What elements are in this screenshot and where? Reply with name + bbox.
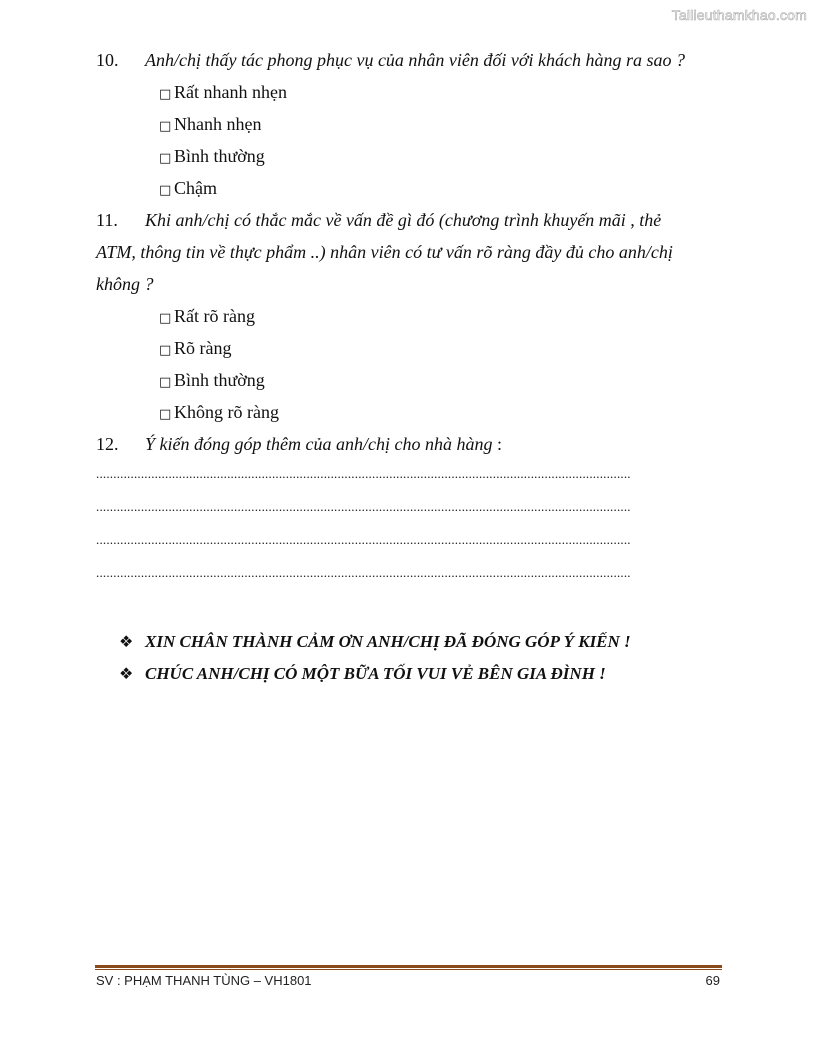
checkbox-icon[interactable]: □ (159, 343, 172, 358)
checkbox-icon[interactable]: □ (159, 375, 172, 390)
option-item[interactable] (96, 396, 718, 428)
survey-content (96, 44, 718, 690)
option-item[interactable] (96, 108, 718, 140)
question-12 (96, 428, 718, 460)
question-text: Ý kiến đóng góp thêm của anh/chị cho nhà hàng (145, 434, 493, 454)
watermark: Tailieuthamkhao.com (671, 7, 807, 23)
answer-line[interactable]: ........................................................................................................................................................... (96, 466, 631, 481)
option-label: Không rõ ràng (174, 402, 279, 422)
checkbox-icon[interactable]: □ (159, 183, 172, 198)
question-10 (96, 44, 718, 76)
question-suffix: : (492, 434, 502, 454)
question-number: 10. (96, 50, 119, 70)
footer-divider (95, 965, 722, 968)
option-item[interactable] (96, 364, 718, 396)
question-text: Khi anh/chị có thắc mắc về vấn đề gì đó (chương trình khuyến mãi , thẻ (145, 210, 662, 230)
closing-wish (96, 658, 718, 690)
question-text-continued: không ? (96, 274, 154, 294)
question-text: Anh/chị thấy tác phong phục vụ của nhân viên đối với khách hàng ra sao ? (145, 50, 685, 70)
option-label: Rất rõ ràng (174, 306, 255, 326)
answer-line[interactable]: ........................................................................................................................................................... (96, 532, 631, 547)
diamond-bullet-icon: ❖ (119, 632, 134, 651)
checkbox-icon[interactable]: □ (159, 87, 172, 102)
option-item[interactable] (96, 76, 718, 108)
option-label: Chậm (174, 178, 217, 198)
closing-thanks (96, 626, 718, 658)
option-label: Bình thường (174, 370, 265, 390)
diamond-bullet-icon: ❖ (119, 664, 134, 683)
question-number: 12. (96, 434, 119, 454)
answer-line[interactable]: ........................................................................................................................................................... (96, 499, 631, 514)
footer-divider (95, 969, 722, 970)
option-item[interactable] (96, 300, 718, 332)
question-number: 11. (96, 210, 118, 230)
option-label: Nhanh nhẹn (174, 114, 262, 134)
checkbox-icon[interactable]: □ (159, 311, 172, 326)
answer-line[interactable]: ........................................................................................................................................................... (96, 565, 631, 580)
option-item[interactable] (96, 140, 718, 172)
option-item[interactable] (96, 332, 718, 364)
closing-text: CHÚC ANH/CHỊ CÓ MỘT BỮA TỐI VUI VẺ BÊN GIA ĐÌNH ! (145, 664, 606, 683)
question-text-continued: ATM, thông tin về thực phẩm ..) nhân viên có tư vấn rõ ràng đầy đủ cho anh/chị (96, 242, 673, 262)
footer-author: SV : PHẠM THANH TÙNG – VH1801 (96, 973, 312, 988)
page-number: 69 (705, 973, 720, 988)
closing-text: XIN CHÂN THÀNH CẢM ƠN ANH/CHỊ ĐÃ ĐÓNG GÓP Ý KIẾN ! (145, 632, 631, 651)
checkbox-icon[interactable]: □ (159, 119, 172, 134)
question-11 (96, 204, 718, 236)
checkbox-icon[interactable]: □ (159, 151, 172, 166)
checkbox-icon[interactable]: □ (159, 407, 172, 422)
option-label: Bình thường (174, 146, 265, 166)
option-label: Rất nhanh nhẹn (174, 82, 287, 102)
option-label: Rõ ràng (174, 338, 232, 358)
option-item[interactable] (96, 172, 718, 204)
